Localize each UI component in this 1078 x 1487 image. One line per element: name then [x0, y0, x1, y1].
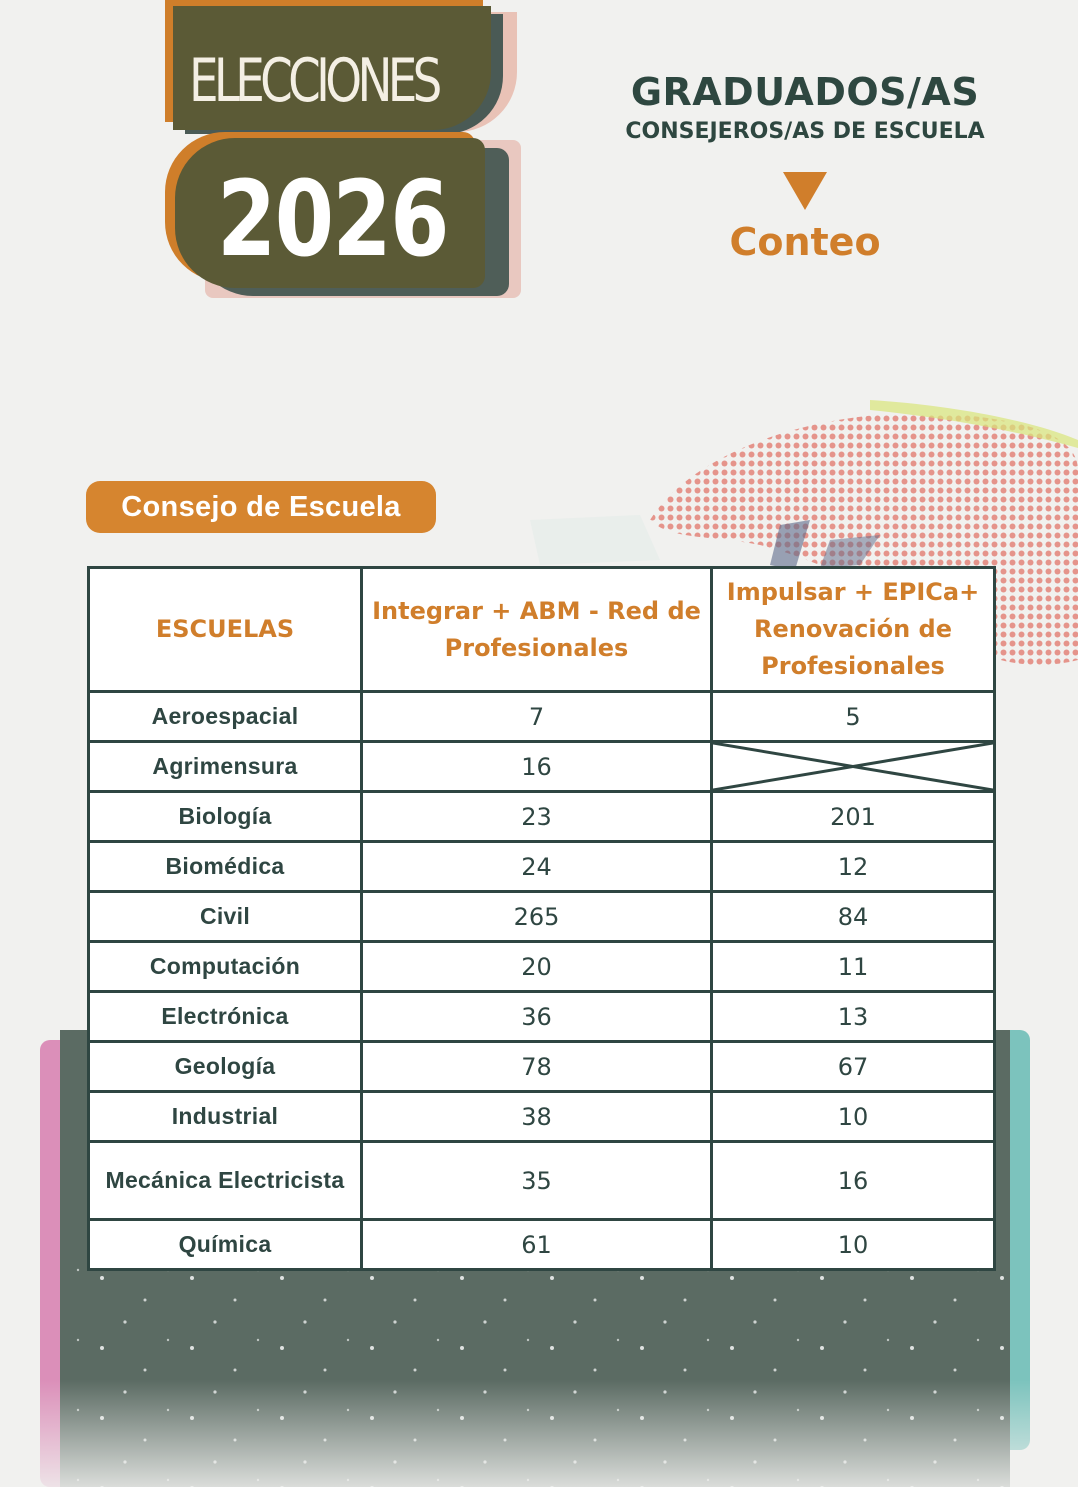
cell-integrar: 35	[362, 1142, 712, 1220]
cell-impulsar: 13	[712, 992, 995, 1042]
cell-integrar: 36	[362, 992, 712, 1042]
cell-impulsar: 11	[712, 942, 995, 992]
cell-integrar: 265	[362, 892, 712, 942]
table-header-row	[89, 568, 995, 692]
cell-impulsar: 16	[712, 1142, 995, 1220]
results-table	[87, 566, 996, 1271]
cell-integrar: 24	[362, 842, 712, 892]
section-title: Consejo de Escuela	[86, 481, 436, 533]
cell-integrar: 23	[362, 792, 712, 842]
cell-impulsar: 10	[712, 1092, 995, 1142]
badge-title: ELECCIONES	[189, 46, 438, 116]
cell-escuela: Biología	[89, 792, 362, 842]
cell-impulsar: 84	[712, 892, 995, 942]
cell-escuela: Geología	[89, 1042, 362, 1092]
cell-escuela: Agrimensura	[89, 742, 362, 792]
cell-integrar: 7	[362, 692, 712, 742]
cell-escuela: Computación	[89, 942, 362, 992]
table-row	[89, 842, 995, 892]
cell-integrar: 20	[362, 942, 712, 992]
cell-escuela: Mecánica Electricista	[89, 1142, 362, 1220]
cell-integrar: 61	[362, 1220, 712, 1270]
table-row	[89, 992, 995, 1042]
cell-escuela: Aeroespacial	[89, 692, 362, 742]
cell-escuela: Civil	[89, 892, 362, 942]
table-row	[89, 1142, 995, 1220]
cell-impulsar-crossed	[712, 742, 995, 792]
table-row	[89, 792, 995, 842]
cell-integrar: 38	[362, 1092, 712, 1142]
table-row	[89, 742, 995, 792]
table-row	[89, 692, 995, 742]
table-row	[89, 1220, 995, 1270]
cell-escuela: Biomédica	[89, 842, 362, 892]
cell-escuela: Química	[89, 1220, 362, 1270]
cell-impulsar: 12	[712, 842, 995, 892]
header-title: GRADUADOS/AS	[630, 70, 980, 114]
header-subtitle: CONSEJEROS/AS DE ESCUELA	[625, 119, 985, 144]
cell-impulsar: 201	[712, 792, 995, 842]
badge-year: 2026	[217, 158, 448, 280]
cross-out-icon	[713, 743, 993, 790]
triangle-down-icon	[783, 172, 827, 210]
cell-integrar: 78	[362, 1042, 712, 1092]
cell-impulsar: 5	[712, 692, 995, 742]
header-label: Conteo	[729, 220, 881, 264]
cell-escuela: Industrial	[89, 1092, 362, 1142]
table-row	[89, 1092, 995, 1142]
column-header-impulsar: Impulsar + EPICa+ Renovación de Profesionales	[712, 568, 995, 692]
cell-integrar: 16	[362, 742, 712, 792]
table-row	[89, 942, 995, 992]
column-header-integrar: Integrar + ABM - Red de Profesionales	[362, 568, 712, 692]
cell-escuela: Electrónica	[89, 992, 362, 1042]
cell-impulsar: 10	[712, 1220, 995, 1270]
column-header-escuelas: ESCUELAS	[89, 568, 362, 692]
table-row	[89, 892, 995, 942]
table-row	[89, 1042, 995, 1092]
cell-impulsar: 67	[712, 1042, 995, 1092]
elections-badge	[165, 0, 535, 300]
